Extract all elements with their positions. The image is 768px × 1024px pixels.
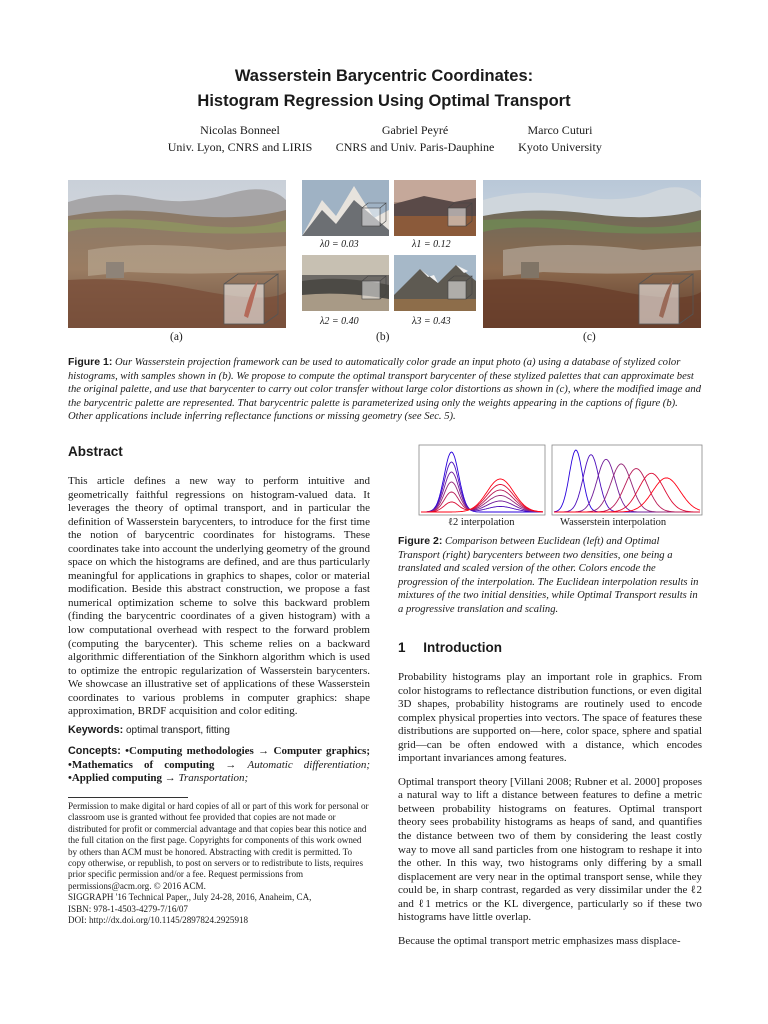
author-3: [518, 122, 602, 156]
concept-item-2: •Mathematics of computing →: [68, 758, 237, 771]
section-title: Introduction: [423, 640, 503, 655]
figure-1: [0, 180, 768, 348]
title-line-2: Histogram Regression Using Optimal Transport: [197, 92, 571, 110]
permission-notice: [68, 801, 372, 926]
author-name: Nicolas Bonneel: [200, 123, 280, 137]
author-affiliation: Univ. Lyon, CNRS and LIRIS: [167, 140, 313, 154]
figure-2-plots: [418, 444, 704, 516]
palette-sample-0: [302, 180, 389, 236]
figure-1-caption: [68, 356, 702, 424]
author-1: [168, 122, 313, 156]
intro-paragraph-2: Optimal transport theory [Villani 2008; Rubner et al. 2000] proposes a natural way to lift a distance between features to define a metric between probability histograms on features. Optimal transport theory sees probability histograms as heaps of sand, and quantifies the distance between two of them by considering the least costly way to move all sand particles from one histogram to reshape it into the other. In this way, two histograms only differing by a small displacement are very near in the optimal transport sense, while they could be, in sharp contrast, regarded as very dissimilar under the ℓ2 and ℓ1 metrics or the KL divergence, particularly so if these two histograms have little overlap.: [398, 775, 702, 924]
sublabel-a: (a): [170, 331, 183, 343]
introduction-text: [398, 671, 702, 958]
concepts-label: Concepts:: [68, 745, 121, 757]
abstract-text: [68, 475, 370, 729]
permission-text: Permission to make digital or hard copies of all or part of this work for personal or classroom use is granted without fee provided that copies are not made or distributed for profit or commercial advantage and that copies bear this notice and the full citation on the first page. Copyrights for components of this work owned by others than ACM must be honored. Abstracting with credit is permitted. To copy otherwise, or republish, to post on servers or to redistribute to lists, requires prior specific permission and/or a fee. Request permissions from permissions@acm.org. © 2016 ACM.: [68, 801, 369, 891]
l2-interpolation-label: ℓ2 interpolation: [448, 517, 515, 528]
section-number: 1: [398, 640, 406, 655]
keywords-label: Keywords:: [68, 724, 124, 736]
conference-line: SIGGRAPH '16 Technical Paper,, July 24-28, 2016, Anaheim, CA,: [68, 892, 312, 903]
wasserstein-interpolation-label: Wasserstein interpolation: [560, 517, 667, 528]
lambda-0-label: λ0 = 0.03: [320, 239, 359, 250]
abstract-paragraph: This article defines a new way to perform intuitive and geometrically faithful regressions on histogram-valued data. It leverages the theory of optimal transport, and in particular the definition of Wasserstein barycenters, to introduce for the first time the notion of barycentric coordinates for histograms. These coordinates take into account the underlying geometry of the ground space on which the histograms are defined, and are thus particularly meaningful for applications in graphics to shapes, color or material modification. Beside this abstract construction, we propose a fast numerical optimization scheme to solve this backward problem (finding the barycentric coordinates of a given histogram) with a low computational overhead with respect to the forward problem (computing the barycenter). This scheme relies on a backward algorithmic differentiation of the Sinkhorn algorithm which is used to optimize the entropic regularization of Wasserstein barycenters. We showcase an illustrative set of applications of these Wasserstein coordinates to various problems in computer graphics: shape approximation, BRDF acquisition and color editing.: [68, 475, 370, 718]
concept-item-1: •Computing methodologies → Computer graphics;: [125, 745, 370, 757]
author-2: [336, 122, 495, 156]
author-affiliation: CNRS and Univ. Paris-Dauphine: [335, 140, 495, 154]
introduction-heading: [398, 640, 502, 655]
figure-2-caption-text: Comparison between Euclidean (left) and Optimal Transport (right) barycenters between two densities, one being a translated and scaled version of the other. Colors encode the progression of the interpolation. The Euclidean interpolation results in mixtures of the two initial densities, while Optimal Transport results in a progressive translation and scaling.: [398, 536, 699, 615]
intro-paragraph-1: Probability histograms play an important role in graphics. From color histograms to reflectance distribution functions, or even digital 3D shapes, probability histograms are routinely used to encode complex physical properties into vectors. The space of features these distributions are supported on—here, color space, sphere and spatial grid—can be often endowed with a distance, which encodes important invariances among features.: [398, 671, 702, 765]
intro-paragraph-3: Because the optimal transport metric emphasizes mass displace-: [398, 934, 681, 947]
lambda-2-label: λ2 = 0.40: [320, 316, 359, 327]
figure-2-caption-label: Figure 2:: [398, 535, 443, 547]
author-affiliation: Kyoto University: [518, 140, 602, 154]
sublabel-c: (c): [583, 331, 596, 343]
isbn-line: ISBN: 978-1-4503-4279-7/16/07: [68, 903, 188, 914]
palette-sample-1: [394, 180, 476, 236]
concept-item-2-detail: Automatic differentiation;: [247, 758, 370, 771]
output-photo: [483, 180, 701, 328]
title-line-1: Wasserstein Barycentric Coordinates:: [234, 67, 534, 85]
lambda-1-label: λ1 = 0.12: [412, 239, 451, 250]
figure-1-caption-text: Our Wasserstein projection framework can be used to automatically color grade an input photo (a) using a database of stylized color histograms, with samples shown in (b). We propose to compute the optimal transport barycenter of these stylized palettes that can approximate best the original palette, and use that barycenter to carry out color transfer without large color distortions as shown in (c), where the modified image and the barycentric palette are represented. That barycentric palette is parameterized using only the weights appearing in the captions of figure (b). Other applications include inferring reflectance functions or missing geometry (see Sec. 5).: [68, 357, 702, 423]
paper-title: [0, 64, 768, 114]
concept-item-3-detail: Transportation;: [178, 772, 249, 785]
input-photo: [68, 180, 286, 328]
palette-sample-2: [302, 255, 389, 311]
abstract-heading: Abstract: [68, 444, 123, 459]
author-name: Marco Cuturi: [527, 123, 593, 137]
concept-item-3: •Applied computing →: [68, 772, 176, 785]
concepts: [68, 745, 370, 786]
sublabel-b: (b): [376, 331, 390, 343]
footnote-rule: [68, 797, 188, 798]
figure-1-caption-label: Figure 1:: [68, 356, 113, 368]
figure-2: [418, 444, 704, 532]
keywords: [68, 724, 370, 738]
figure-2-caption: [398, 535, 702, 617]
author-name: Gabriel Peyré: [381, 123, 449, 137]
palette-sample-3: [394, 255, 476, 311]
lambda-3-label: λ3 = 0.43: [412, 316, 451, 327]
keywords-text: optimal transport, fitting: [125, 725, 230, 736]
doi-line: DOI: http://dx.doi.org/10.1145/2897824.2925918: [68, 915, 249, 926]
